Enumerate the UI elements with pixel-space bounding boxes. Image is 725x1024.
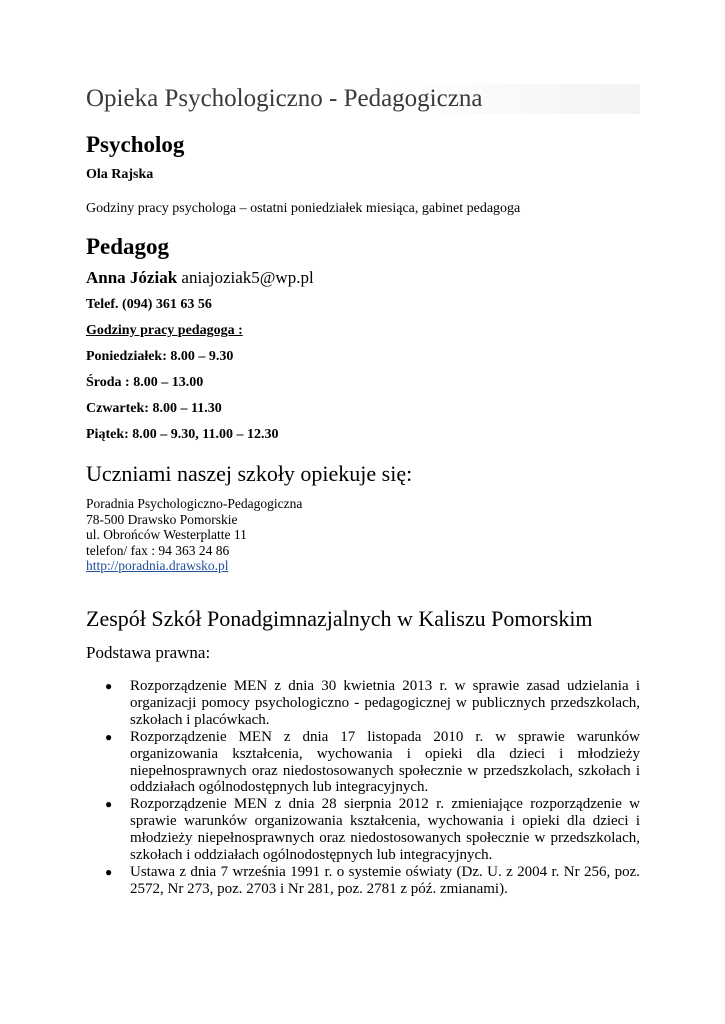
list-item-text: Rozporządzenie MEN z dnia 30 kwietnia 2013 r. w sprawie zasad udzielania i organizacji pomocy psychologiczno - pedagogicznej w publicznych przedszkolach, szkołach i placówkach. (130, 678, 640, 728)
list-item-text: Rozporządzenie MEN z dnia 28 sierpnia 2012 r. zmieniające rozporządzenie w sprawie warunków organizowania kształcenia, wychowania i opieki dla dzieci i młodzieży niepełnosprawnych oraz niedostosowanych społecznie w przedszkolach, szkołach i oddziałach ogólnodostępnych lub integracyjnych. (130, 796, 640, 864)
schedule-wednesday: Środa : 8.00 – 13.00 (86, 375, 204, 390)
list-item (86, 796, 640, 864)
bullet-icon: ● (105, 729, 113, 744)
pedagog-name: Anna Józiak (86, 268, 178, 287)
care-line-phone: telefon/ fax : 94 363 24 86 (86, 542, 230, 558)
psycholog-heading: Psycholog (86, 132, 185, 157)
psycholog-hours: Godziny pracy psychologa – ostatni poniedziałek miesiąca, gabinet pedagoga (86, 201, 521, 216)
pedagog-phone: Telef. (094) 361 63 56 (86, 297, 212, 312)
list-item-text: Rozporządzenie MEN z dnia 17 listopada 2010 r. w sprawie warunków organizowania kształcenia, wychowania i opieki dla dzieci i młodzieży niepełnosprawnych oraz niedostosowanych społecznie w przedszkolach, szkołach i oddziałach ogólnodostępnych lub integracyjnych. (130, 728, 640, 796)
school-heading: Zespół Szkół Ponadgimnazjalnych w Kaliszu Pomorskim (86, 606, 593, 631)
care-website-link[interactable]: http://poradnia.drawsko.pl (86, 558, 229, 574)
schedule-monday: Poniedziałek: 8.00 – 9.30 (86, 349, 234, 364)
list-item (86, 864, 640, 898)
list-item-text: Ustawa z dnia 7 września 1991 r. o systemie oświaty (Dz. U. z 2004 r. Nr 256, poz. 2572, Nr 273, poz. 2703 i Nr 281, poz. 2781 z póź. zmianami). (130, 863, 640, 897)
bullet-icon: ● (105, 679, 113, 693)
pedagog-heading: Pedagog (86, 234, 170, 259)
care-line-institution: Poradnia Psychologiczno-Pedagogiczna (86, 496, 303, 511)
list-item (86, 678, 640, 729)
bullet-icon: ● (105, 797, 113, 812)
pedagog-hours-label: Godziny pracy pedagoga : (86, 323, 243, 338)
page-title: Opieka Psychologiczno - Pedagogiczna (86, 85, 483, 112)
legal-basis-list (86, 678, 640, 898)
pedagog-email[interactable]: aniajoziak5@wp.pl (181, 268, 314, 287)
schedule-thursday: Czwartek: 8.00 – 11.30 (86, 401, 222, 416)
psycholog-name: Ola Rajska (86, 167, 154, 182)
care-heading: Uczniami naszej szkoły opiekuje się: (86, 461, 413, 486)
basis-label: Podstawa prawna: (86, 643, 211, 662)
bullet-icon: ● (105, 864, 113, 879)
schedule-friday: Piątek: 8.00 – 9.30, 11.00 – 12.30 (86, 427, 279, 442)
list-item (86, 729, 640, 797)
care-line-street: ul. Obrońców Westerplatte 11 (86, 527, 247, 543)
care-line-city: 78-500 Drawsko Pomorskie (86, 511, 238, 527)
pedagog-contact-line (86, 268, 314, 288)
care-address (86, 496, 302, 574)
